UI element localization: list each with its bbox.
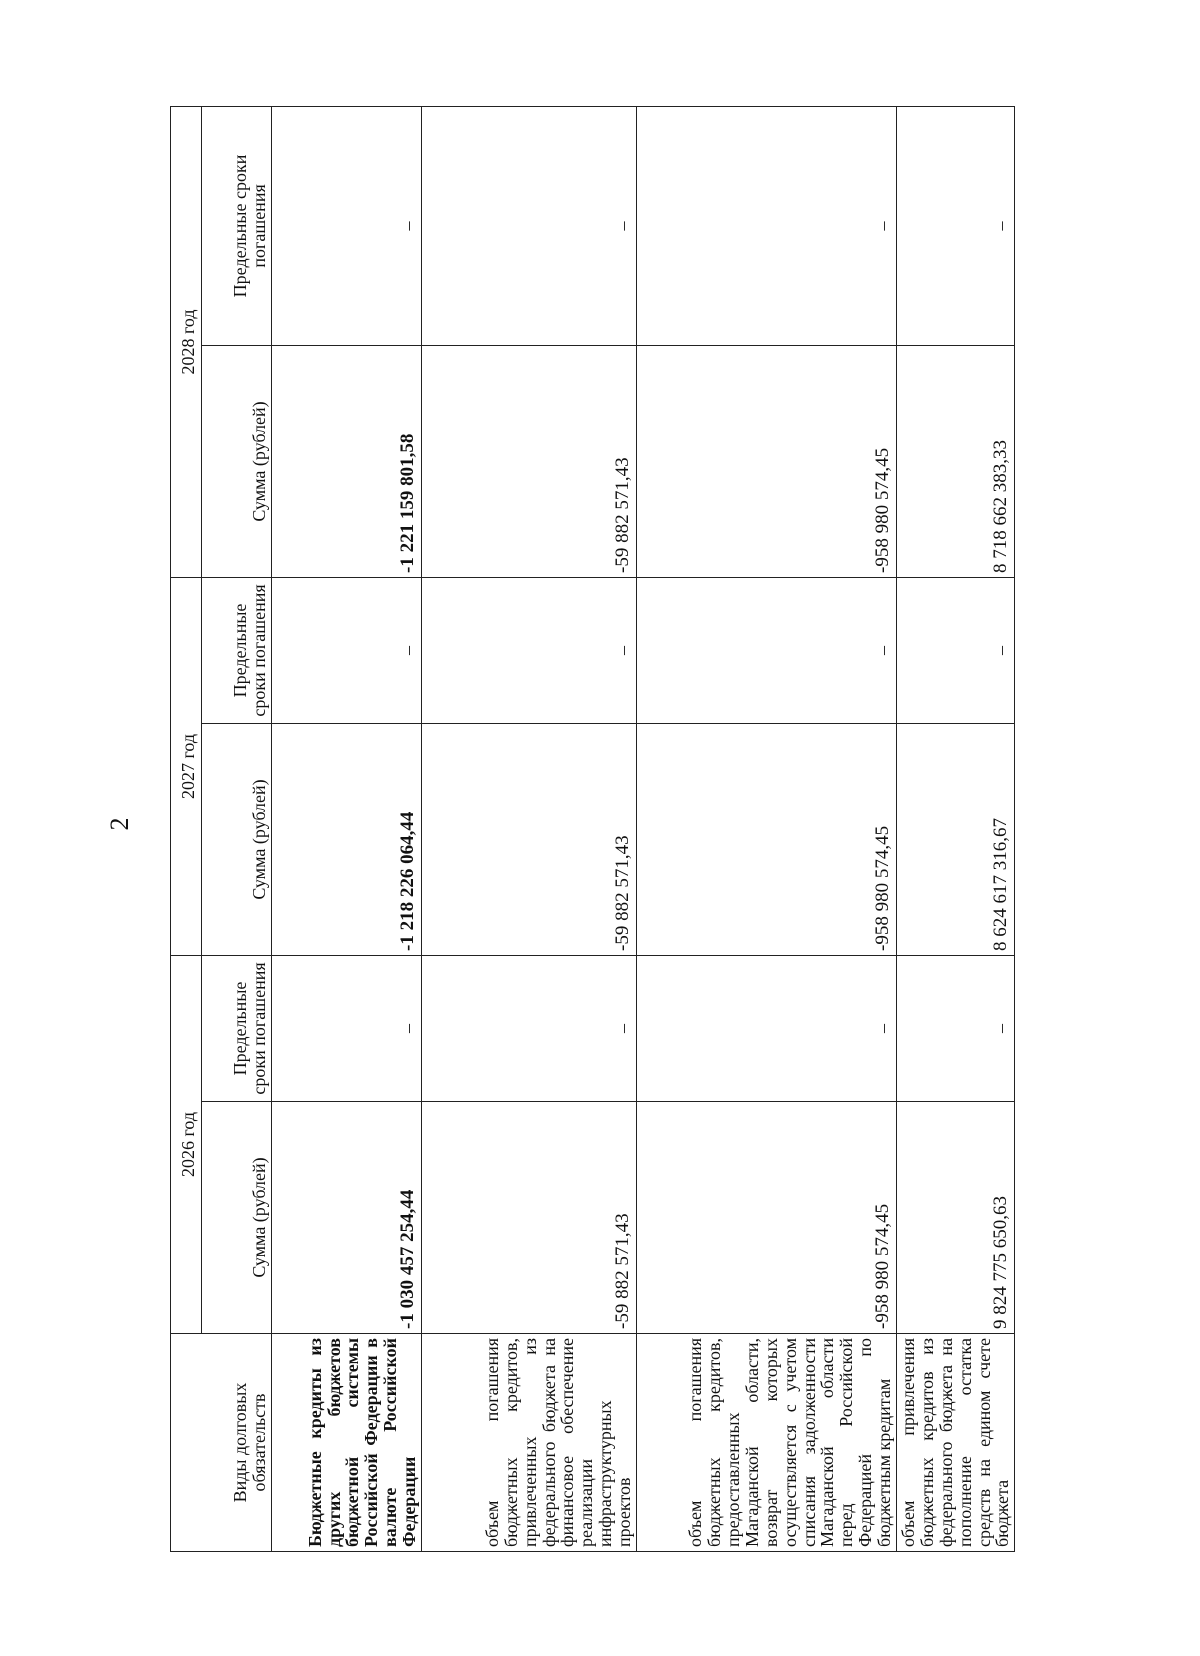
header-amount-2026: Сумма (рублей) — [202, 1102, 272, 1334]
row-name: объем привлечения бюджетных кредитов из федерального бюджета на пополнение остатка средств на едином счете бюджета — [897, 1334, 1015, 1552]
amount-2026: 9 824 775 650,63 — [897, 1102, 1015, 1334]
term-2027: – — [422, 577, 637, 723]
table-row — [897, 106, 1015, 1551]
term-2026: – — [897, 955, 1015, 1101]
rotated-table-wrapper — [170, 107, 1013, 1552]
row-name: Бюджетные кредиты из других бюджетов бюджетной системы Российской Федерации в валюте Российской Федерации — [272, 1334, 422, 1552]
term-2026: – — [637, 955, 897, 1101]
term-2026: – — [272, 955, 422, 1101]
header-term-2026: Предельные сроки погашения — [202, 955, 272, 1101]
row-name: объем погашения бюджетных кредитов, привлеченных из федерального бюджета на финансовое обеспечение реализации инфраструктурных проектов — [422, 1334, 637, 1552]
header-amount-2027: Сумма (рублей) — [202, 723, 272, 955]
table-row — [422, 106, 637, 1551]
row-name: объем погашения бюджетных кредитов, предоставленных Магаданской области, возврат которых осуществляется с учетом списания задолженности Магаданской области перед Российской Федерацией по бюджетным кредитам — [637, 1334, 897, 1552]
amount-2027: 8 624 617 316,67 — [897, 723, 1015, 955]
amount-2026: -59 882 571,43 — [422, 1102, 637, 1334]
header-year-2026: 2026 год — [171, 955, 202, 1333]
amount-2026: -1 030 457 254,44 — [272, 1102, 422, 1334]
table-row — [272, 106, 422, 1551]
term-2028: – — [272, 106, 422, 345]
term-2028: – — [422, 106, 637, 345]
term-2027: – — [897, 577, 1015, 723]
term-2027: – — [637, 577, 897, 723]
header-term-2027: Предельные сроки погашения — [202, 577, 272, 723]
header-year-2028: 2028 год — [171, 106, 202, 577]
amount-2026: -958 980 574,45 — [637, 1102, 897, 1334]
header-kind: Виды долговых обязательств — [171, 1334, 272, 1552]
term-2026: – — [422, 955, 637, 1101]
header-term-2028: Предельные сроки погашения — [202, 106, 272, 345]
amount-2028: 8 718 662 383,33 — [897, 345, 1015, 577]
term-2028: – — [897, 106, 1015, 345]
header-year-2027: 2027 год — [171, 577, 202, 955]
amount-2028: -1 221 159 801,58 — [272, 345, 422, 577]
amount-2027: -1 218 226 064,44 — [272, 723, 422, 955]
header-amount-2028: Сумма (рублей) — [202, 345, 272, 577]
debt-obligations-table — [170, 106, 1015, 1552]
table-row — [637, 106, 897, 1551]
term-2028: – — [637, 106, 897, 345]
page-number: 2 — [105, 817, 134, 831]
amount-2027: -59 882 571,43 — [422, 723, 637, 955]
amount-2027: -958 980 574,45 — [637, 723, 897, 955]
term-2027: – — [272, 577, 422, 723]
amount-2028: -958 980 574,45 — [637, 345, 897, 577]
amount-2028: -59 882 571,43 — [422, 345, 637, 577]
